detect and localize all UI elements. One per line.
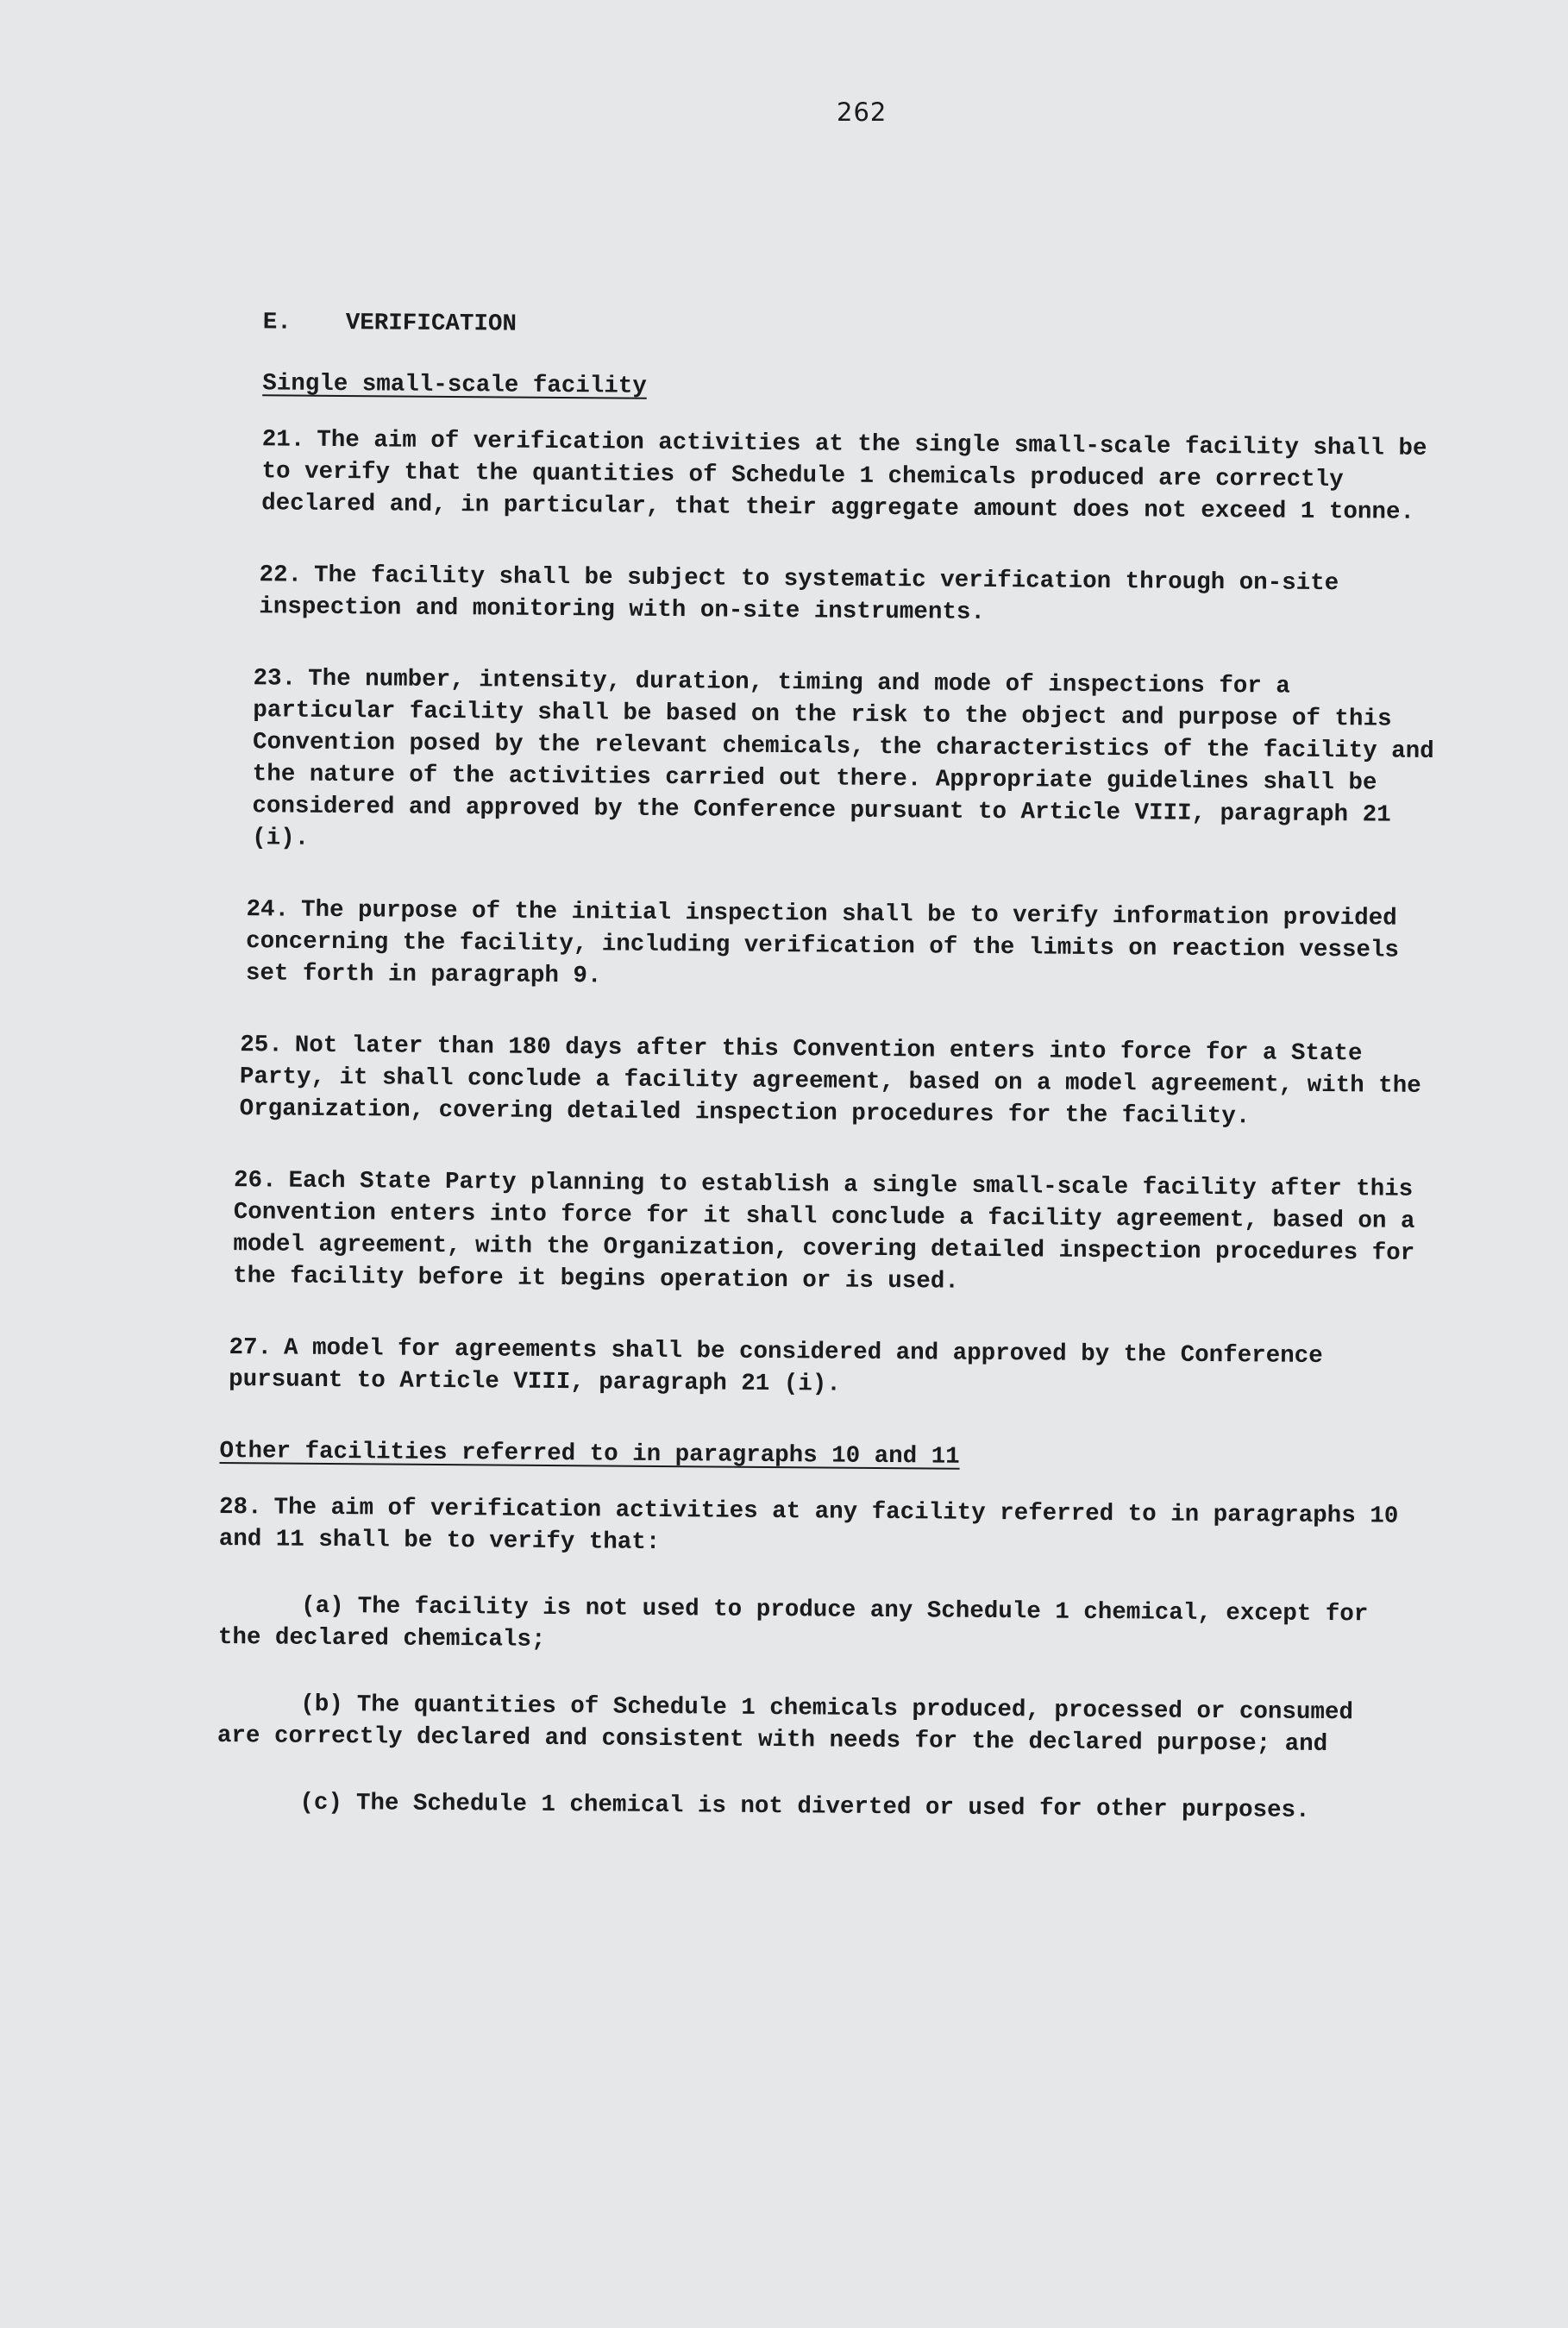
paragraph-number: 21. [261, 426, 305, 454]
list-item-b [217, 1688, 1391, 1761]
list-item-text: The quantities of Schedule 1 chemicals produced, processed or consumed are correctly declared and consistent with needs for the declared purpose; and [216, 1691, 1354, 1759]
paragraph-number: 24. [246, 896, 290, 924]
paragraph-number: 23. [253, 665, 297, 693]
paragraph-text: The number, intensity, duration, timing and mode of inspections for a particular facility shall be based on the risk to the object and purpose of this Convention posed by the relevant chemicals, the characteristics of the facility and the nature of the activities carried out there. Appropriate guidelines shall be considered and approved by the Conference pursuant to Article VIII, paragraph 21 (i). [252, 665, 1434, 852]
paragraph-text: A model for agreements shall be considered and approved by the Conference pursuant to Article VIII, paragraph 21 (i). [229, 1334, 1323, 1398]
subheading-other-facilities: Other facilities referred to in paragraphs 10 and 11 [219, 1437, 960, 1471]
paragraph-number: 22. [259, 562, 303, 589]
section-heading [263, 306, 1488, 348]
paragraph-text: The aim of verification activities at the single small-scale facility shall be to verify that the quantities of Schedule 1 chemicals produced are correctly declared and, in particular, that their aggregate amount does not exceed 1 tonne. [261, 426, 1427, 526]
subheading-single-facility: Single small-scale facility [262, 370, 647, 400]
paragraph-27 [229, 1332, 1420, 1405]
paragraph-text: Not later than 180 days after this Convention enters into force for a State Party, it shall conclude a facility agreement, based on a model agreement, with the Organization, covering detailed inspection procedures for the facility. [239, 1032, 1421, 1131]
page-number: 262 [837, 97, 887, 127]
section-title: VERIFICATION [345, 310, 517, 338]
section-letter: E. [262, 309, 292, 336]
paragraph-text: Each State Party planning to establish a single small-scale facility after this Convention enters into force for it shall conclude a facility agreement, based on a model agreement, with the Organization, covering detailed inspection procedures for the facility before it begins operation or is used. [233, 1167, 1415, 1296]
paragraph-22 [259, 559, 1450, 632]
list-item-label: (c) [299, 1789, 343, 1817]
paragraph-text: The purpose of the initial inspection shall be to verify information provided concerning the facility, including verification of the limits on reaction vessels set forth in paragraph 9. [245, 896, 1400, 990]
paragraph-number: 27. [229, 1334, 273, 1362]
paragraph-number: 26. [233, 1167, 277, 1195]
paragraph-28 [219, 1491, 1410, 1565]
list-item-label: (b) [300, 1691, 343, 1719]
paragraph-text: The facility shall be subject to systematic verification through on-site inspection and monitoring with on-site instruments. [259, 562, 1339, 626]
paragraph-21 [261, 424, 1452, 529]
paragraph-26 [233, 1164, 1424, 1302]
paragraph-25 [240, 1029, 1431, 1134]
list-item-c [216, 1786, 1389, 1828]
paragraph-number: 25. [240, 1032, 283, 1059]
paragraph-text: The aim of verification activities at any facility referred to in paragraphs 10 and 11 shall be to verify that: [218, 1494, 1399, 1556]
paragraph-24 [246, 894, 1437, 999]
list-item-text: The facility is not used to produce any Schedule 1 chemical, except for the declared chemicals; [217, 1593, 1369, 1653]
paragraph-number: 28. [218, 1493, 262, 1522]
list-item-text: The Schedule 1 chemical is not diverted or used for other purposes. [355, 1790, 1310, 1824]
list-item-label: (a) [301, 1592, 344, 1621]
document-body [216, 306, 1488, 1862]
list-item-a [218, 1590, 1392, 1663]
paragraph-23 [252, 662, 1444, 863]
